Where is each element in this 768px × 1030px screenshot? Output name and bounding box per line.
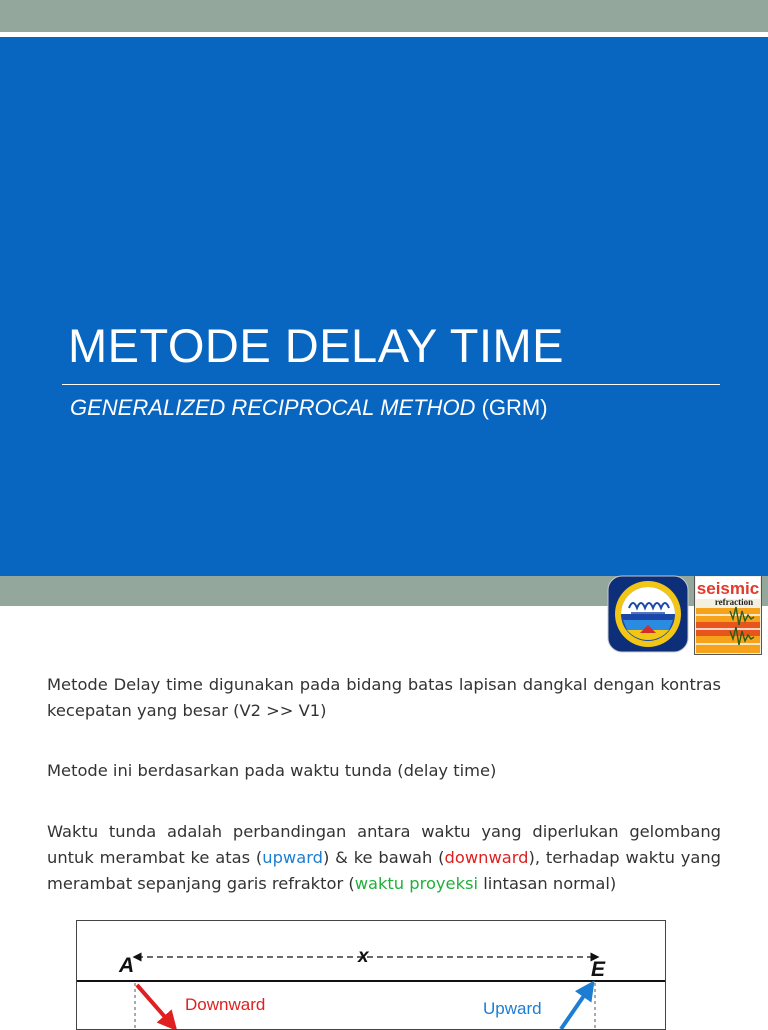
seismic-refraction-logo [694, 575, 762, 655]
def-text-1: Waktu tunda adalah perbandingan antara waktu yang diperlukan gelombang untuk merambat ke atas ( [47, 822, 721, 867]
seismic-logo-subtitle: refraction [714, 597, 754, 607]
title-panel [0, 37, 768, 576]
distance-x-label: x [358, 946, 369, 967]
paragraph-basis: Metode ini berdasarkan pada waktu tunda (delay time) [47, 761, 497, 780]
term-downward: downward [444, 848, 529, 867]
def-text-4: lintasan normal) [478, 874, 617, 893]
title-divider [62, 384, 720, 385]
term-upward: upward [262, 848, 323, 867]
diagram-graphics [77, 921, 666, 1030]
downward-label: Downward [185, 995, 266, 1014]
upward-ray [561, 987, 590, 1029]
seismic-logo-title: seismic [696, 579, 760, 598]
subtitle-italic: GENERALIZED RECIPROCAL METHOD [70, 395, 476, 420]
delay-time-diagram [76, 920, 666, 1030]
def-text-2: ) & ke bawah ( [322, 848, 445, 867]
slide-title: METODE DELAY TIME [68, 319, 565, 372]
paragraph-delay-time: Metode Delay time digunakan pada bidang batas lapisan dangkal dengan kontras kecepatan yang besar (V2 >> V1) [47, 675, 721, 720]
point-a-label: A [119, 954, 135, 977]
teknik-geofisika-logo [607, 575, 689, 653]
def-text-3: ), terhadap waktu yang merambat sepanjang garis refraktor ( [47, 848, 722, 893]
paragraph-definition [47, 819, 721, 897]
upward-label: Upward [483, 999, 542, 1018]
term-waktu-proyeksi: waktu proyeksi [354, 874, 479, 893]
subtitle-plain: (GRM) [475, 395, 548, 420]
downward-ray [137, 985, 172, 1025]
top-accent-bar [0, 0, 768, 32]
point-e-label: E [591, 958, 606, 981]
slide-subtitle [70, 395, 548, 421]
